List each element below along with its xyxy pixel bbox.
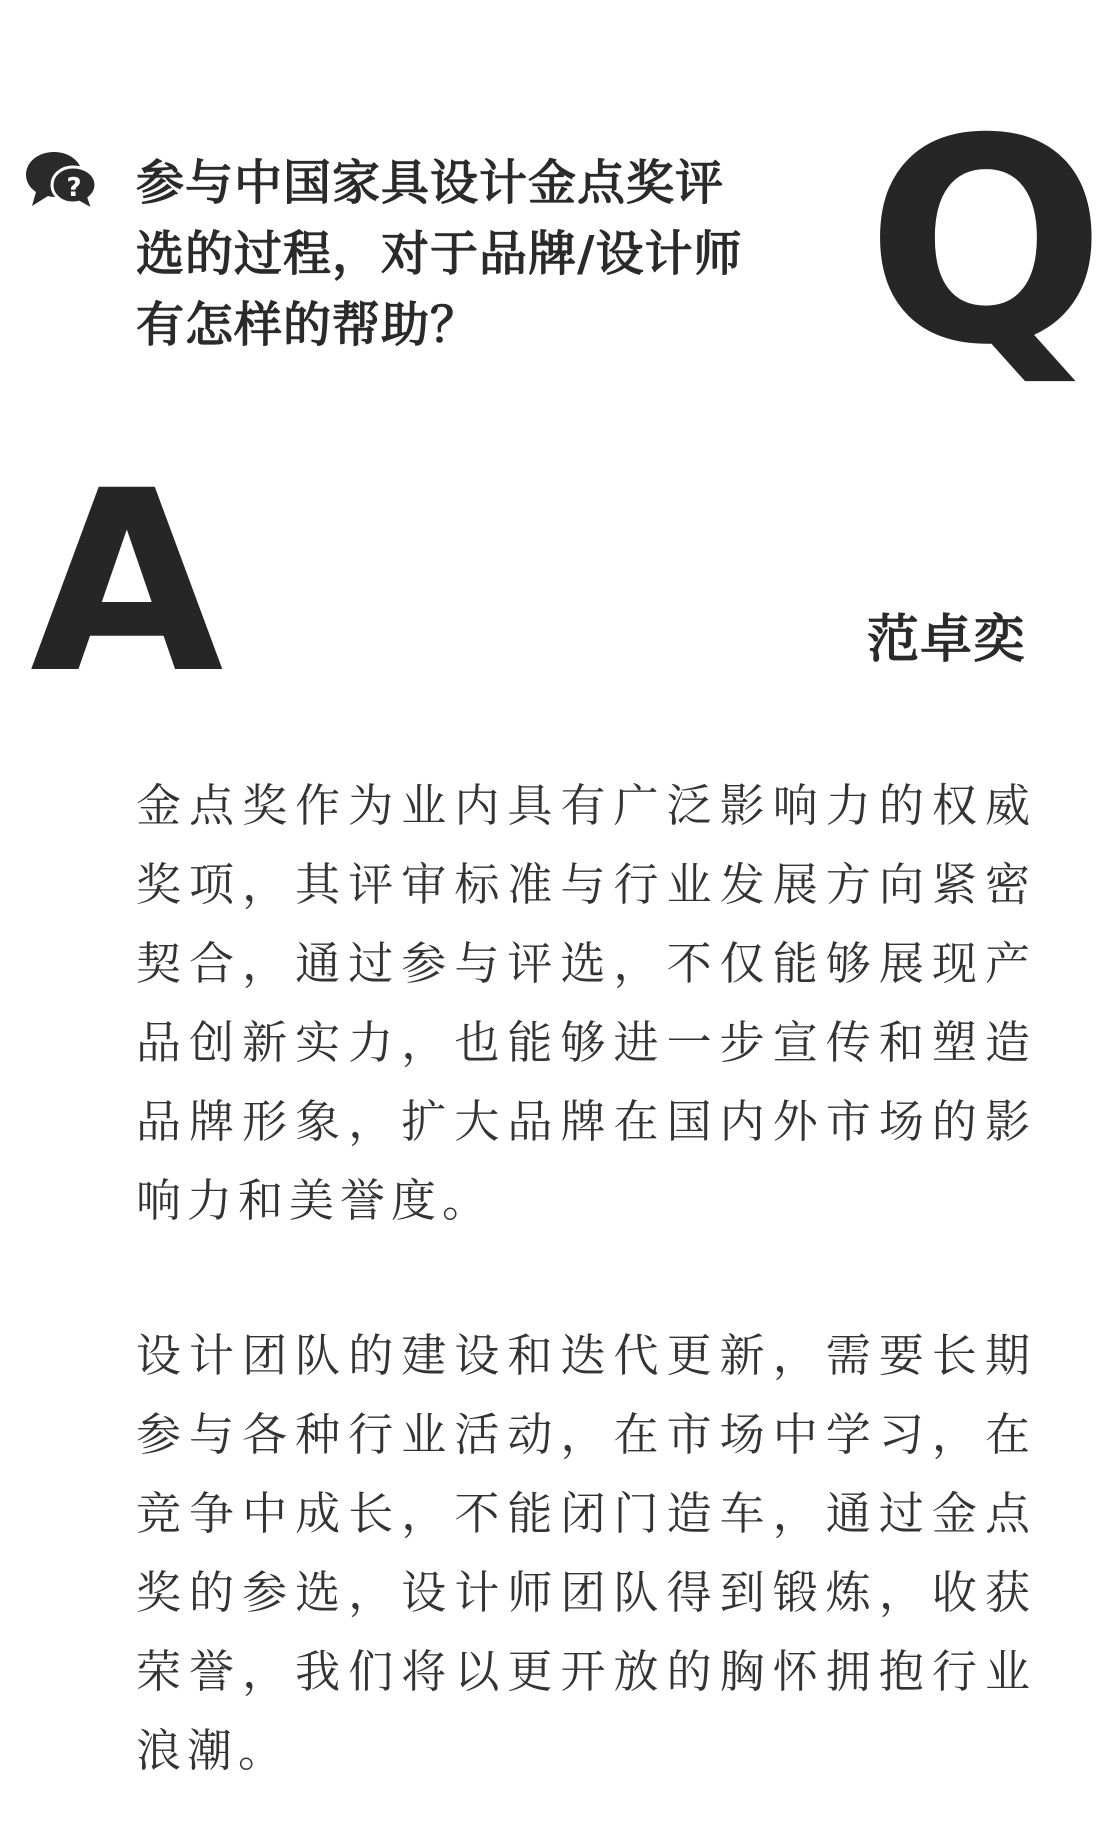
letter-a: A — [30, 437, 224, 728]
respondent-name: 范卓奕 — [866, 610, 1026, 670]
answer-paragraph: 金点奖作为业内具有广泛影响力的权威奖项，其评审标准与行业发展方向紧密契合，通过参与评选，不仅能够展现产品创新实力，也能够进一步宣传和塑造品牌形象，扩大品牌在国内外市场的影响力和美誉度。 — [136, 779, 1036, 1227]
letter-q: Q — [866, 78, 1106, 407]
question-text: 参与中国家具设计金点奖评选的过程，对于品牌/设计师有怎样的帮助？ — [136, 155, 743, 353]
answer-paragraph: 设计团队的建设和迭代更新，需要长期参与各种行业活动，在市场中学习，在竞争中成长，不能闭门造车，通过金点奖的参选，设计师团队得到锻炼，收获荣誉，我们将以更开放的胸怀拥抱行业浪潮。 — [136, 1329, 1036, 1777]
chat-question-icon — [24, 150, 100, 212]
svg-text:?: ? — [66, 173, 82, 203]
